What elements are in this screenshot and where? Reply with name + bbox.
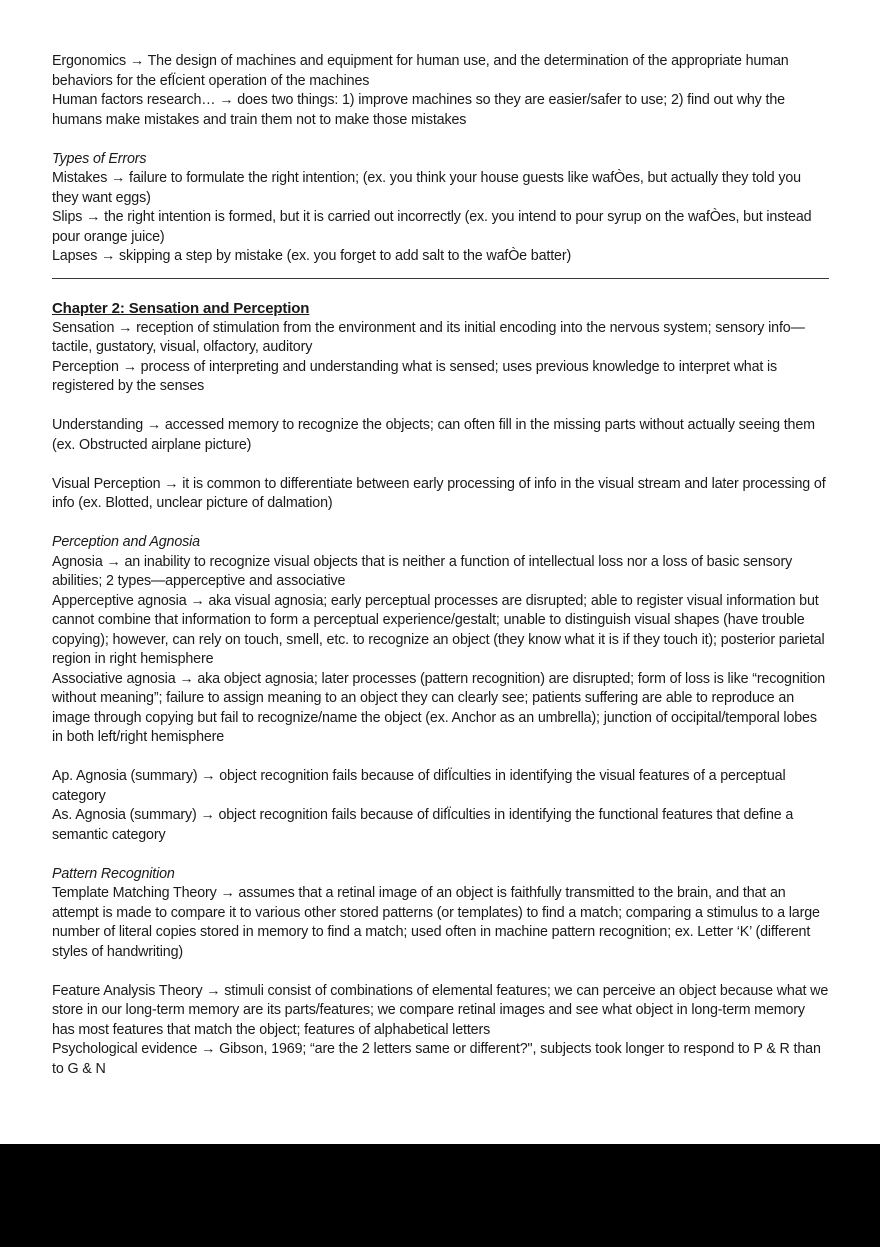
arrow-icon: → [86, 209, 101, 225]
definition: failure to formulate the right intention; (ex. you think your house guests like wafÒes, but actually they told you they want eggs) [52, 170, 801, 206]
arrow-icon: → [179, 670, 194, 687]
summary-apperceptive [52, 767, 830, 806]
arrow-icon: → [206, 982, 221, 999]
definition-understanding [52, 416, 830, 455]
arrow-icon: → [200, 807, 215, 823]
definition-associative-agnosia [52, 670, 830, 748]
definition: aka visual agnosia; early perceptual processes are disrupted; able to register visual information but cannot combine that information to form a perceptual experience/gestalt; unable to distinguish visual shapes (have trouble copying); however, can rely on touch, smell, etc. to recognize an object (they know what it is if they touch it); posterior parietal region in right hemisphere [52, 592, 825, 667]
definition: object recognition fails because of difÏculties in identifying the functional features that define a semantic category [52, 807, 794, 843]
term: Associative agnosia [52, 670, 176, 687]
subheading-pattern-recognition: Pattern Recognition [52, 865, 175, 882]
term: Sensation [52, 319, 115, 336]
arrow-icon: → [101, 248, 116, 264]
arrow-icon: → [201, 768, 216, 784]
arrow-icon: → [122, 358, 137, 375]
definition: process of interpreting and understanding what is sensed; uses previous knowledge to interpret what is registered by the senses [52, 358, 778, 394]
spacer [52, 748, 830, 768]
definition-psychological-evidence [52, 1040, 830, 1079]
spacer [52, 514, 830, 534]
chapter-title: Chapter 2: Sensation and Perception [52, 299, 310, 317]
document-content [52, 52, 830, 1079]
term: Psychological evidence [52, 1041, 198, 1057]
definition: it is common to differentiate between early processing of info in the visual stream and later processing of info (ex. Blotted, unclear picture of dalmation) [52, 475, 826, 511]
term: Mistakes [52, 170, 108, 186]
spacer [52, 130, 830, 150]
definition-feature-analysis [52, 982, 830, 1041]
definition: the right intention is formed, but it is carried out incorrectly (ex. you intend to pour syrup on the wafÒes, but instead pour orange juice) [52, 209, 812, 245]
definition-visual-perception [52, 475, 830, 514]
definition: The design of machines and equipment for human use, and the determination of the appropriate human behaviors for the efÏcient operation of the machines [52, 53, 789, 89]
term: Human factors research… [52, 92, 216, 108]
arrow-icon: → [164, 475, 179, 492]
term: Agnosia [52, 553, 103, 570]
arrow-icon: → [190, 592, 205, 609]
term: As. Agnosia (summary) [52, 807, 197, 823]
definition: Gibson, 1969; “are the 2 letters same or different?", subjects took longer to respond to P & R than to G & N [52, 1041, 821, 1077]
arrow-icon: → [201, 1041, 216, 1057]
definition: skipping a step by mistake (ex. you forget to add salt to the wafÒe batter) [119, 248, 572, 264]
spacer [52, 962, 830, 982]
definition-perception [52, 358, 830, 397]
subheading-types-of-errors: Types of Errors [52, 150, 147, 167]
summary-associative [52, 806, 830, 845]
definition-ergonomics [52, 52, 830, 91]
definition-slips [52, 208, 830, 247]
definition-agnosia [52, 553, 830, 592]
definition-lapses [52, 247, 830, 267]
term: Ap. Agnosia (summary) [52, 768, 198, 784]
term: Feature Analysis Theory [52, 982, 203, 999]
definition-human-factors [52, 91, 830, 130]
horizontal-divider [52, 278, 829, 279]
definition: an inability to recognize visual objects that is neither a function of intellectual loss nor a loss of basic sensory abilities; 2 types—apperceptive and associative [52, 553, 793, 589]
spacer [52, 455, 830, 475]
definition: accessed memory to recognize the objects; can often fill in the missing parts without actually seeing them (ex. Obstructed airplane picture) [52, 417, 815, 453]
arrow-icon: → [219, 92, 234, 108]
arrow-icon: → [118, 319, 133, 336]
term: Visual Perception [52, 475, 161, 492]
term: Lapses [52, 248, 98, 264]
definition-sensation [52, 319, 830, 358]
definition: does two things: 1) improve machines so they are easier/safer to use; 2) find out why the humans make mistakes and train them not to make those mistakes [52, 92, 785, 128]
term: Slips [52, 209, 83, 225]
definition-mistakes [52, 169, 830, 208]
definition-template-matching [52, 884, 830, 962]
arrow-icon: → [106, 553, 121, 570]
term: Ergonomics [52, 53, 126, 69]
definition: object recognition fails because of difÏculties in identifying the visual features of a perceptual category [52, 768, 786, 804]
definition-apperceptive-agnosia [52, 592, 830, 670]
definition: aka object agnosia; later processes (pattern recognition) are disrupted; form of loss is like “recognition without meaning”; failure to assign meaning to an object they can clearly see; patients suffering are able to reproduce an image through copying but fail to recognize/name the object (ex. Anchor as an umbrella); junction of occipital/temporal lobes in both left/right hemisphere [52, 670, 826, 745]
spacer [52, 397, 830, 417]
term: Template Matching Theory [52, 885, 217, 901]
arrow-icon: → [111, 170, 126, 186]
term: Perception [52, 358, 119, 375]
spacer [52, 845, 830, 865]
definition: reception of stimulation from the environment and its initial encoding into the nervous system; sensory info—tactile, gustatory, visual, olfactory, auditory [52, 319, 805, 355]
arrow-icon: → [220, 885, 235, 901]
definition: assumes that a retinal image of an object is faithfully transmitted to the brain, and that an attempt is made to compare it to various other stored patterns (or templates) to find a match; comparing a stimulus to a large number of literal copies stored in memory to find a match; used often in machine pattern recognition; ex. Letter ‘K’ (different styles of handwriting) [52, 885, 820, 960]
subheading-perception-and-agnosia: Perception and Agnosia [52, 534, 200, 550]
arrow-icon: → [146, 417, 162, 433]
term: Apperceptive agnosia [52, 592, 187, 609]
term: Understanding [52, 417, 144, 433]
arrow-icon: → [129, 53, 144, 69]
definition: stimuli consist of combinations of elemental features; we can perceive an object because what we store in our long-term memory are its parts/features; we compare retinal images and see what object in long-term memory has most features that match the object; features of alphabetical letters [52, 982, 829, 1038]
